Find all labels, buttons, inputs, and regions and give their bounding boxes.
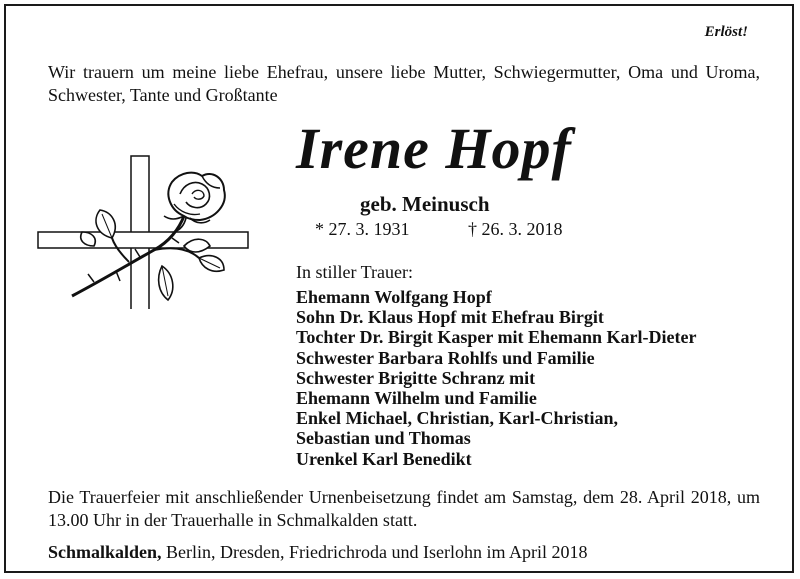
birth-date: * 27. 3. 1931 (315, 219, 410, 239)
maiden-name: geb. Meinusch (360, 192, 490, 216)
mourner-line: Schwester Barbara Rohlfs und Familie (296, 347, 595, 368)
motto: Erlöst! (704, 24, 748, 40)
mourner-line: Enkel Michael, Christian, Karl-Christian, (296, 408, 619, 429)
place-name: Schmalkalden, (48, 542, 162, 562)
deceased-name: Irene Hopf (296, 116, 572, 181)
mourner-line: Sohn Dr. Klaus Hopf mit Ehefrau Birgit (296, 307, 604, 328)
mourner-line: Ehemann Wilhelm und Familie (296, 388, 537, 409)
mourner-line: Sebastian und Thomas (296, 428, 471, 449)
mourner-line: Ehemann Wolfgang Hopf (296, 287, 492, 307)
mourner-line: Tochter Dr. Birgit Kasper mit Ehemann Karl-Dieter (296, 327, 697, 348)
mourners-list (296, 287, 696, 469)
place-date-text: Berlin, Dresden, Friedrichroda und Iserlohn im April 2018 (161, 542, 588, 562)
death-notice (4, 4, 794, 573)
mourner-line: Urenkel Karl Benedikt (296, 448, 472, 469)
intro-text: Wir trauern um meine liebe Ehefrau, unsere liebe Mutter, Schwiegermutter, Oma und Uroma, Schwester, Tante und Großtante (48, 62, 760, 105)
death-date: † 26. 3. 2018 (468, 219, 563, 239)
mourning-label: In stiller Trauer: (296, 262, 413, 282)
mourner-line: Schwester Brigitte Schranz mit (296, 367, 536, 388)
place-date-line (48, 542, 587, 563)
ceremony-text: Die Trauerfeier mit anschließender Urnenbeisetzung findet am Samstag, dem 28. April 2018, um 13.00 Uhr in der Trauerhalle in Schmalkalden statt. (48, 487, 760, 530)
cross-with-rose-icon (34, 154, 254, 309)
